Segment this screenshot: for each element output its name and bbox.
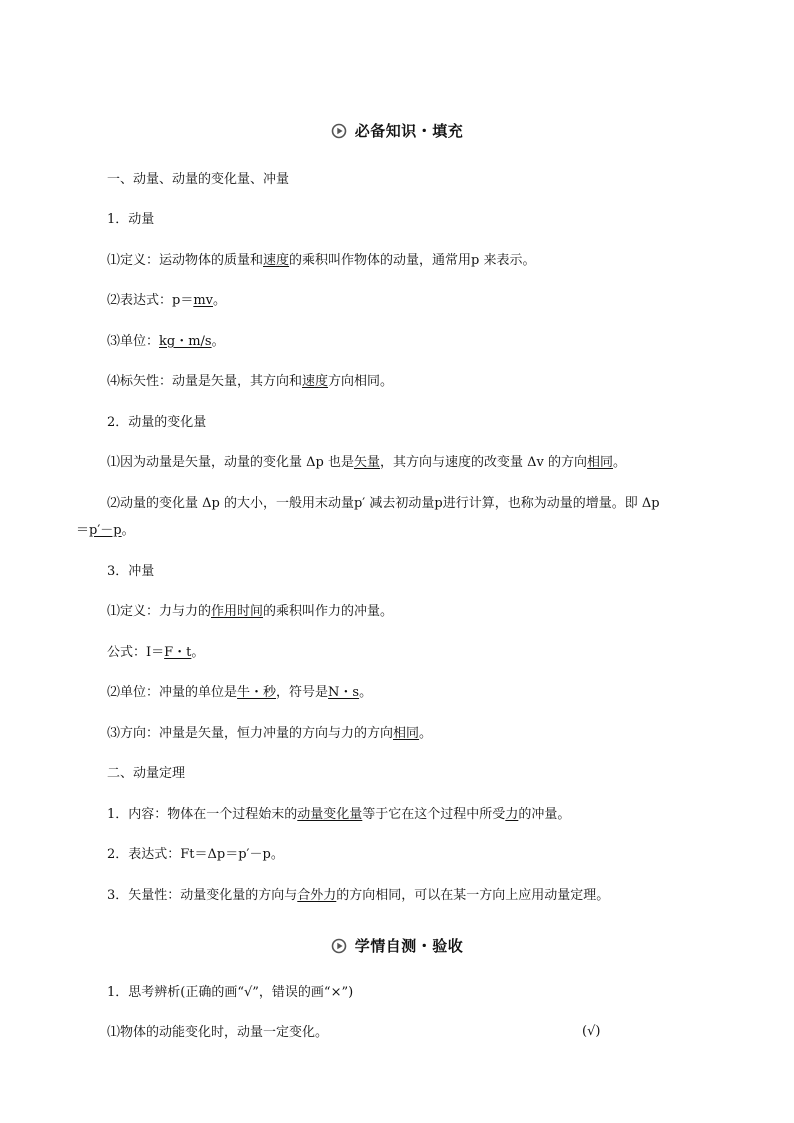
momentum-change-1: ⑴因为动量是矢量，动量的变化量 Δp 也是矢量，其方向与速度的改变量 Δv 的方向相同。 <box>107 455 627 470</box>
heading-2: 二、动量定理 <box>107 766 186 781</box>
momentum-unit: ⑶单位：kg・m/s。 <box>107 334 225 349</box>
play-circle-icon <box>331 123 347 139</box>
theorem-vector: 3．矢量性：动量变化量的方向与合外力的方向相同，可以在某一方向上应用动量定理。 <box>107 888 610 903</box>
theorem-expression: 2．表达式：Ft＝Δp＝p′－p。 <box>107 847 284 862</box>
section-heading-selftest <box>0 935 794 956</box>
momentum-change-2-cont: ＝p′－p。 <box>76 523 135 538</box>
momentum-expression: ⑵表达式：p＝mv。 <box>107 293 227 308</box>
impulse-definition: ⑴定义：力与力的作用时间的乘积叫作力的冲量。 <box>107 604 394 619</box>
impulse-direction: ⑶方向：冲量是矢量，恒力冲量的方向与力的方向相同。 <box>107 726 433 741</box>
section-heading-knowledge <box>0 120 794 141</box>
momentum-vector: ⑷标矢性：动量是矢量，其方向和速度方向相同。 <box>107 374 394 389</box>
momentum-definition: ⑴定义：运动物体的质量和速度的乘积叫作物体的动量，通常用p 来表示。 <box>107 253 536 268</box>
heading-1: 一、动量、动量的变化量、冲量 <box>107 172 290 187</box>
theorem-content: 1．内容：物体在一个过程始末的动量变化量等于它在这个过程中所受力的冲量。 <box>107 807 571 822</box>
impulse-unit: ⑵单位：冲量的单位是牛・秒，符号是N・s。 <box>107 685 373 700</box>
play-circle-icon <box>331 938 347 954</box>
question-1: 1．思考辨析(正确的画“√”，错误的画“×”) <box>107 985 354 1000</box>
momentum-change-2: ⑵动量的变化量 Δp 的大小，一般用末动量p′ 减去初动量p进行计算，也称为动量的增量。即 Δp <box>107 496 660 511</box>
subheading-impulse: 3．冲量 <box>107 564 155 579</box>
impulse-formula: 公式：I＝F・t。 <box>107 645 205 660</box>
subheading-momentum-change: 2．动量的变化量 <box>107 415 207 430</box>
section-title: 学情自测・验收 <box>354 937 464 955</box>
subheading-momentum: 1．动量 <box>107 212 155 227</box>
section-title: 必备知识・填充 <box>354 122 464 140</box>
answer-mark: (√) <box>582 1024 601 1039</box>
question-1-item-1: ⑴物体的动能变化时，动量一定变化。 <box>107 1025 329 1040</box>
